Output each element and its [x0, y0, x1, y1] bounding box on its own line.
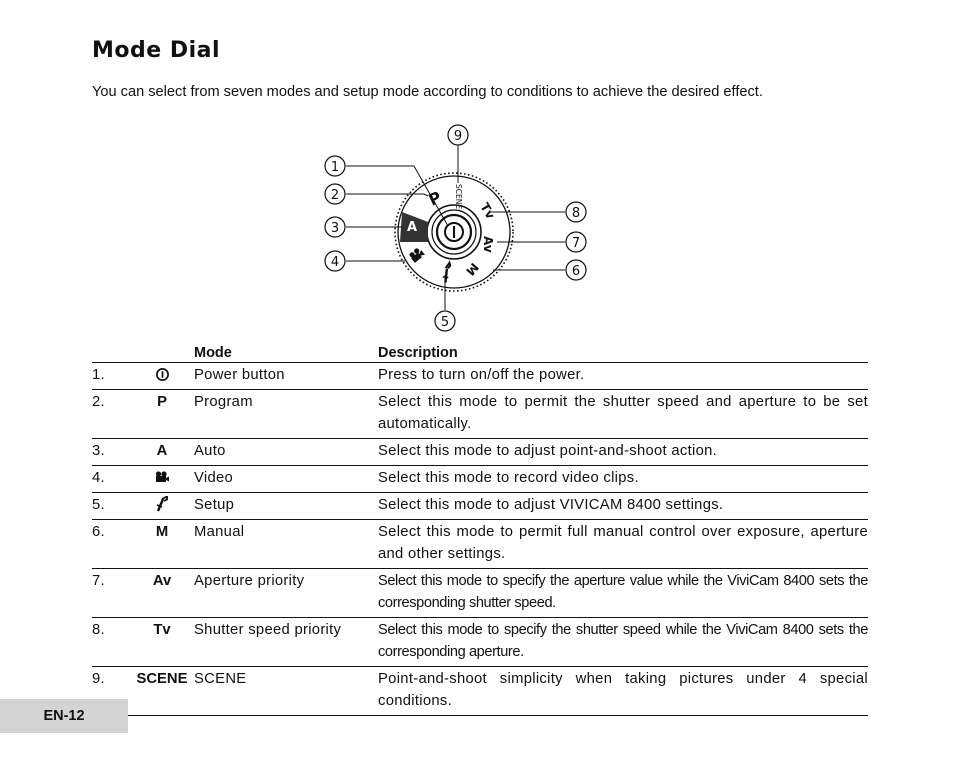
row-number: 6. [92, 520, 130, 569]
video-icon [408, 246, 425, 262]
table-header-description: Description [378, 343, 868, 363]
row-description: Select this mode to adjust VIVICAM 8400 settings. [378, 493, 868, 520]
callout-1 [325, 156, 345, 176]
callout-8 [566, 202, 586, 222]
row-number: 3. [92, 439, 130, 466]
svg-text:6: 6 [571, 264, 581, 279]
intro-text: You can select from seven modes and setup mode according to conditions to achieve the desired effect. [92, 84, 763, 100]
leader-lines [346, 145, 565, 310]
row-number: 1. [92, 363, 130, 390]
row-description: Select this mode to specify the shutter speed while the ViviCam 8400 sets the corresponding aperture. [378, 618, 868, 667]
row-description: Select this mode to permit the shutter speed and aperture to be set automatically. [378, 390, 868, 439]
svg-text:2: 2 [330, 188, 340, 203]
row-symbol: SCENE [130, 667, 194, 716]
table-row [92, 390, 868, 439]
dial-label-p: P [425, 187, 445, 210]
svg-text:3: 3 [330, 221, 340, 236]
table-row [92, 439, 868, 466]
svg-text:4: 4 [330, 255, 340, 270]
dial-label-m: M [463, 260, 482, 279]
row-mode: Power button [194, 363, 378, 390]
svg-text:7: 7 [571, 236, 581, 251]
auto-mode-sector [400, 212, 428, 242]
callout-4 [325, 251, 345, 271]
row-symbol: M [130, 520, 194, 569]
setup-icon [440, 263, 454, 283]
row-description: Select this mode to record video clips. [378, 466, 868, 493]
row-mode: Manual [194, 520, 378, 569]
callout-3 [325, 217, 345, 237]
dial-label-scene: SCENE [454, 184, 463, 210]
row-mode: Aperture priority [194, 569, 378, 618]
power-icon [155, 367, 170, 382]
row-description: Point-and-shoot simplicity when taking pictures under 4 special conditions. [378, 667, 868, 716]
svg-text:A: A [406, 220, 418, 235]
table-row [92, 363, 868, 390]
row-mode: SCENE [194, 667, 378, 716]
page-number-tab [0, 699, 128, 733]
row-mode: Setup [194, 493, 378, 520]
row-symbol: Tv [130, 618, 194, 667]
row-description: Select this mode to adjust point-and-shoot action. [378, 439, 868, 466]
row-symbol [130, 493, 194, 520]
callout-2 [325, 184, 345, 204]
table-header-symbol [130, 343, 194, 363]
mode-table [92, 343, 868, 716]
dial-label-av: Av [481, 236, 495, 253]
table-header-num [92, 343, 130, 363]
row-symbol [130, 466, 194, 493]
table-row [92, 493, 868, 520]
svg-text:5: 5 [440, 315, 450, 330]
table-row [92, 569, 868, 618]
svg-text:8: 8 [571, 206, 581, 221]
row-number: 8. [92, 618, 130, 667]
row-description: Press to turn on/off the power. [378, 363, 868, 390]
row-number: 9. [92, 667, 130, 716]
svg-text:9: 9 [453, 129, 463, 144]
row-mode: Auto [194, 439, 378, 466]
row-mode: Shutter speed priority [194, 618, 378, 667]
svg-text:1: 1 [330, 160, 340, 175]
row-number: 7. [92, 569, 130, 618]
row-symbol: Av [130, 569, 194, 618]
row-mode: Video [194, 466, 378, 493]
table-row [92, 466, 868, 493]
table-row [92, 667, 868, 716]
row-symbol [130, 363, 194, 390]
page-title: Mode Dial [92, 38, 221, 63]
row-number: 5. [92, 493, 130, 520]
setup-icon [155, 496, 169, 512]
row-description: Select this mode to specify the aperture value while the ViviCam 8400 sets the corresponding shutter speed. [378, 569, 868, 618]
callout-7 [566, 232, 586, 252]
table-header-row [92, 343, 868, 363]
table-row [92, 618, 868, 667]
dial-label-tv: Tv [477, 200, 498, 222]
video-icon [154, 470, 170, 485]
table-header-mode: Mode [194, 343, 378, 363]
callout-6 [566, 260, 586, 280]
row-description: Select this mode to permit full manual control over exposure, aperture and other settings. [378, 520, 868, 569]
row-number: 4. [92, 466, 130, 493]
page-number: EN-12 [43, 708, 85, 724]
callout-9 [448, 125, 468, 145]
row-mode: Program [194, 390, 378, 439]
row-symbol: P [130, 390, 194, 439]
row-number: 2. [92, 390, 130, 439]
row-symbol: A [130, 439, 194, 466]
callout-5 [435, 311, 455, 331]
table-row [92, 520, 868, 569]
